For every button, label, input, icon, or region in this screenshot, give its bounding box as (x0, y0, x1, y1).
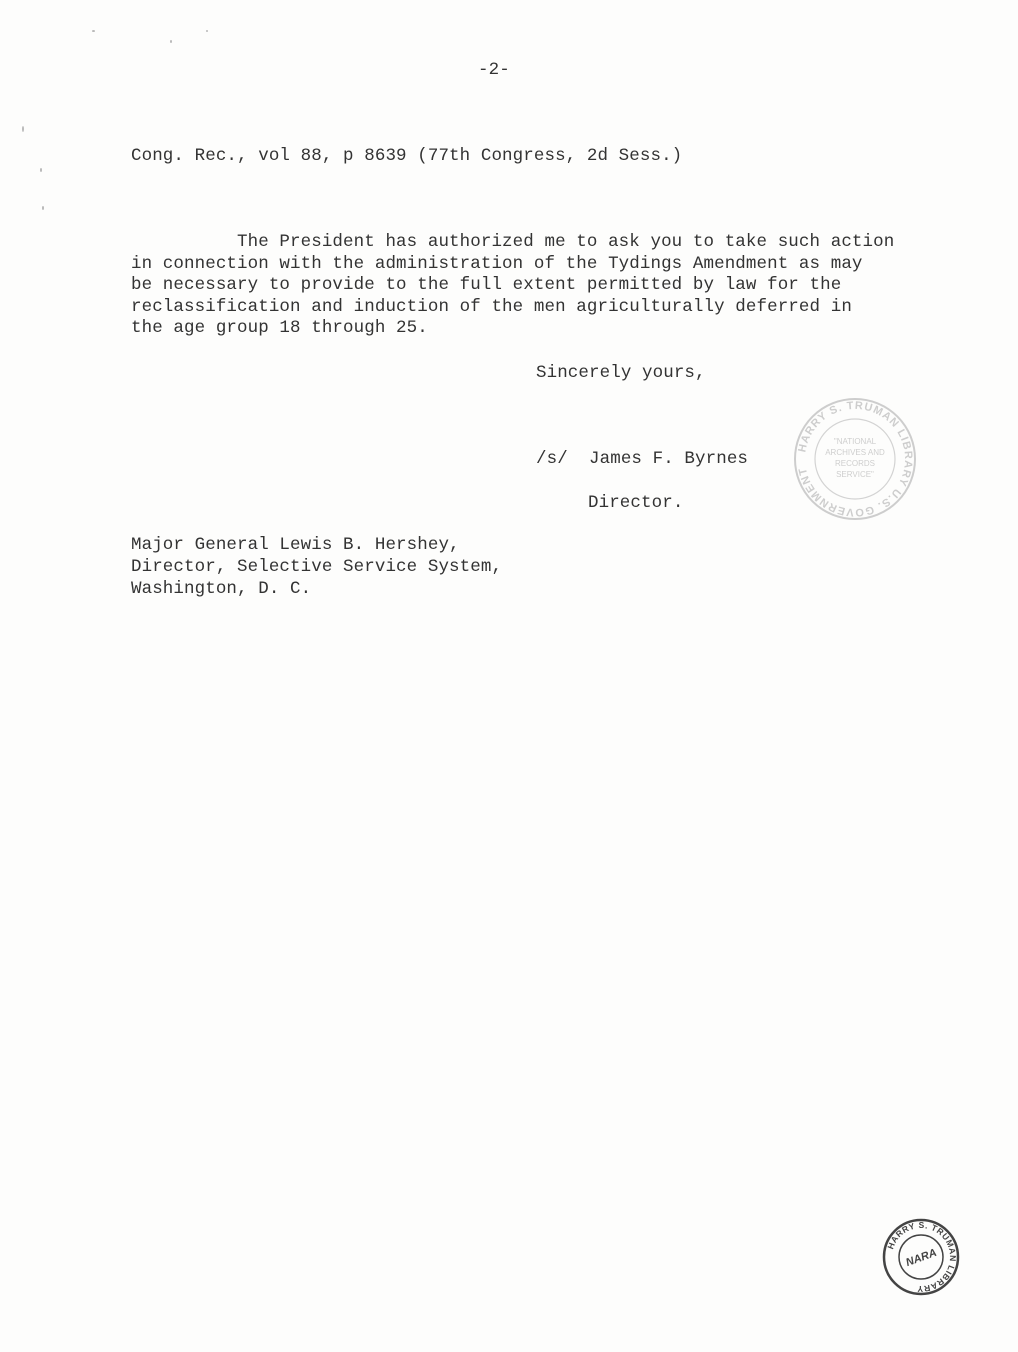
address-line: Washington, D. C. (131, 579, 312, 599)
body-line: the age group 18 through 25. (131, 318, 428, 338)
seal-center-line: ARCHIVES AND (825, 448, 885, 457)
nara-center-text: NARA (904, 1246, 939, 1270)
address-line: Major General Lewis B. Hershey, (131, 535, 460, 555)
complimentary-close: Sincerely yours, (536, 363, 706, 383)
seal-ring-text: HARRY S. TRUMAN LIBRARY U.S. GOVERNMENT (796, 399, 915, 519)
scan-speck (170, 40, 172, 43)
page-number: -2- (478, 60, 510, 80)
nara-ring-text: HARRY S. TRUMAN LIBRARY (885, 1219, 959, 1295)
seal-center-line: RECORDS (834, 459, 876, 468)
seal-center-line: "NATIONAL (833, 437, 877, 446)
scan-speck (40, 168, 42, 172)
seal-center-line: SERVICE" (836, 470, 874, 479)
scan-speck (22, 126, 24, 132)
congressional-record-citation: Cong. Rec., vol 88, p 8639 (77th Congress, 2d Sess.) (131, 146, 683, 166)
address-line: Director, Selective Service System, (131, 557, 503, 577)
signature-line: /s/ James F. Byrnes (536, 449, 749, 469)
nara-library-stamp-icon (882, 1218, 960, 1296)
scan-speck (206, 30, 208, 32)
body-line: be necessary to provide to the full extent permitted by law for the (131, 275, 842, 295)
scan-speck (42, 206, 44, 210)
body-line: reclassification and induction of the men agriculturally deferred in (131, 296, 852, 317)
scan-speck (92, 30, 95, 32)
archive-seal-faint-icon (792, 396, 918, 522)
body-line: in connection with the administration of the Tydings Amendment as may (131, 253, 863, 274)
body-line: The President has authorized me to ask you to take such action (131, 232, 895, 252)
signature-title: Director. (588, 493, 684, 513)
